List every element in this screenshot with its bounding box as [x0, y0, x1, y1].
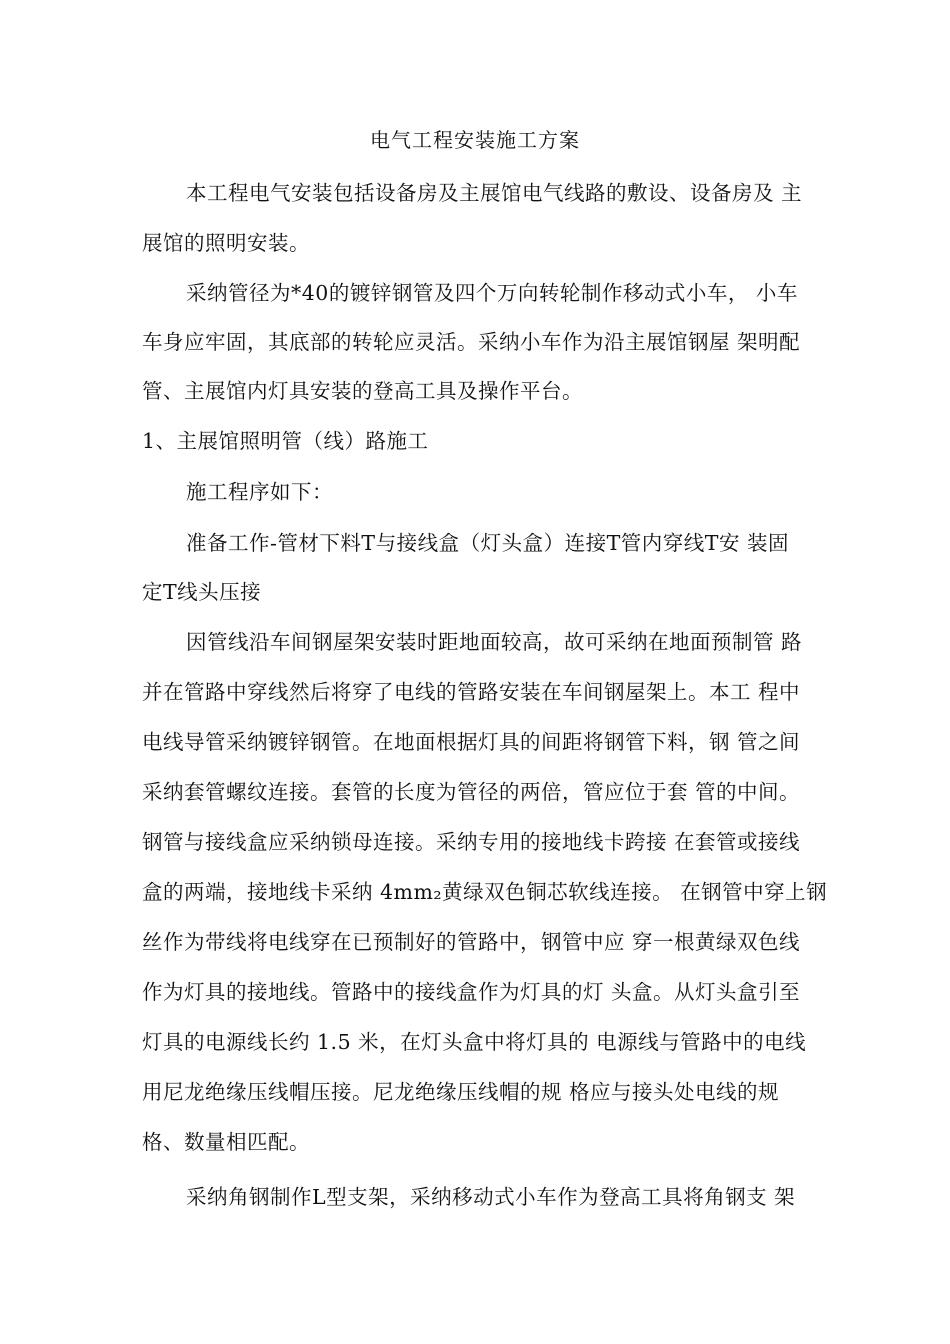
paragraph-line: 施工程序如下：: [186, 480, 333, 504]
paragraph-line: 电线导管采纳镀锌钢管。在地面根据灯具的间距将钢管下料，钢 管之间: [142, 730, 801, 754]
paragraph-line: 并在管路中穿线然后将穿了电线的管路安装在车间钢屋架上。本工 程中: [142, 680, 801, 704]
paragraph-line: 本工程电气安装包括设备房及主展馆电气线路的敷设、设备房及 主: [186, 181, 803, 205]
paragraph-line: 盒的两端，接地线卡采纳 4mm₂黄绿双色铜芯软线连接。 在钢管中穿上钢: [142, 880, 828, 904]
document-title: 电气工程安装施工方案: [370, 128, 580, 152]
paragraph-line: 丝作为带线将电线穿在已预制好的管路中，钢管中应 穿一根黄绿双色线: [142, 930, 801, 954]
paragraph-line: 采纳套管螺纹连接。套管的长度为管径的两倍，管应位于套 管的中间。: [142, 780, 801, 804]
paragraph-line: 管、主展馆内灯具安装的登高工具及操作平台。: [142, 379, 583, 403]
paragraph-line: 钢管与接线盒应采纳锁母连接。采纳专用的接地线卡跨接 在套管或接线: [142, 830, 801, 854]
paragraph-line: 展馆的照明安装。: [142, 231, 310, 255]
paragraph-line: 定T线头压接: [142, 580, 262, 604]
paragraph-line: 灯具的电源线长约 1.5 米，在灯头盒中将灯具的 电源线与管路中的电线: [142, 1030, 807, 1054]
paragraph-line: 作为灯具的接地线。管路中的接线盒作为灯具的灯 头盒。从灯头盒引至: [142, 980, 801, 1004]
paragraph-line: 采纳管径为*40的镀锌钢管及四个万向转轮制作移动式小车， 小车: [186, 281, 798, 305]
paragraph-line: 车身应牢固，其底部的转轮应灵活。采纳小车作为沿主展馆钢屋 架明配: [142, 330, 801, 354]
section-heading: 1、主展馆照明管（线）路施工: [142, 429, 429, 453]
paragraph-line: 用尼龙绝缘压线帽压接。尼龙绝缘压线帽的规 格应与接头处电线的规: [142, 1080, 780, 1104]
paragraph-line: 准备工作-管材下料T与接线盒（灯头盒）连接T管内穿线T安 装固: [186, 531, 789, 555]
paragraph-line: 因管线沿车间钢屋架安装时距地面较高，故可采纳在地面预制管 路: [186, 630, 803, 654]
paragraph-line: 格、数量相匹配。: [142, 1130, 310, 1154]
paragraph-line: 采纳角钢制作L型支架，采纳移动式小车作为登高工具将角钢支 架: [186, 1185, 796, 1209]
